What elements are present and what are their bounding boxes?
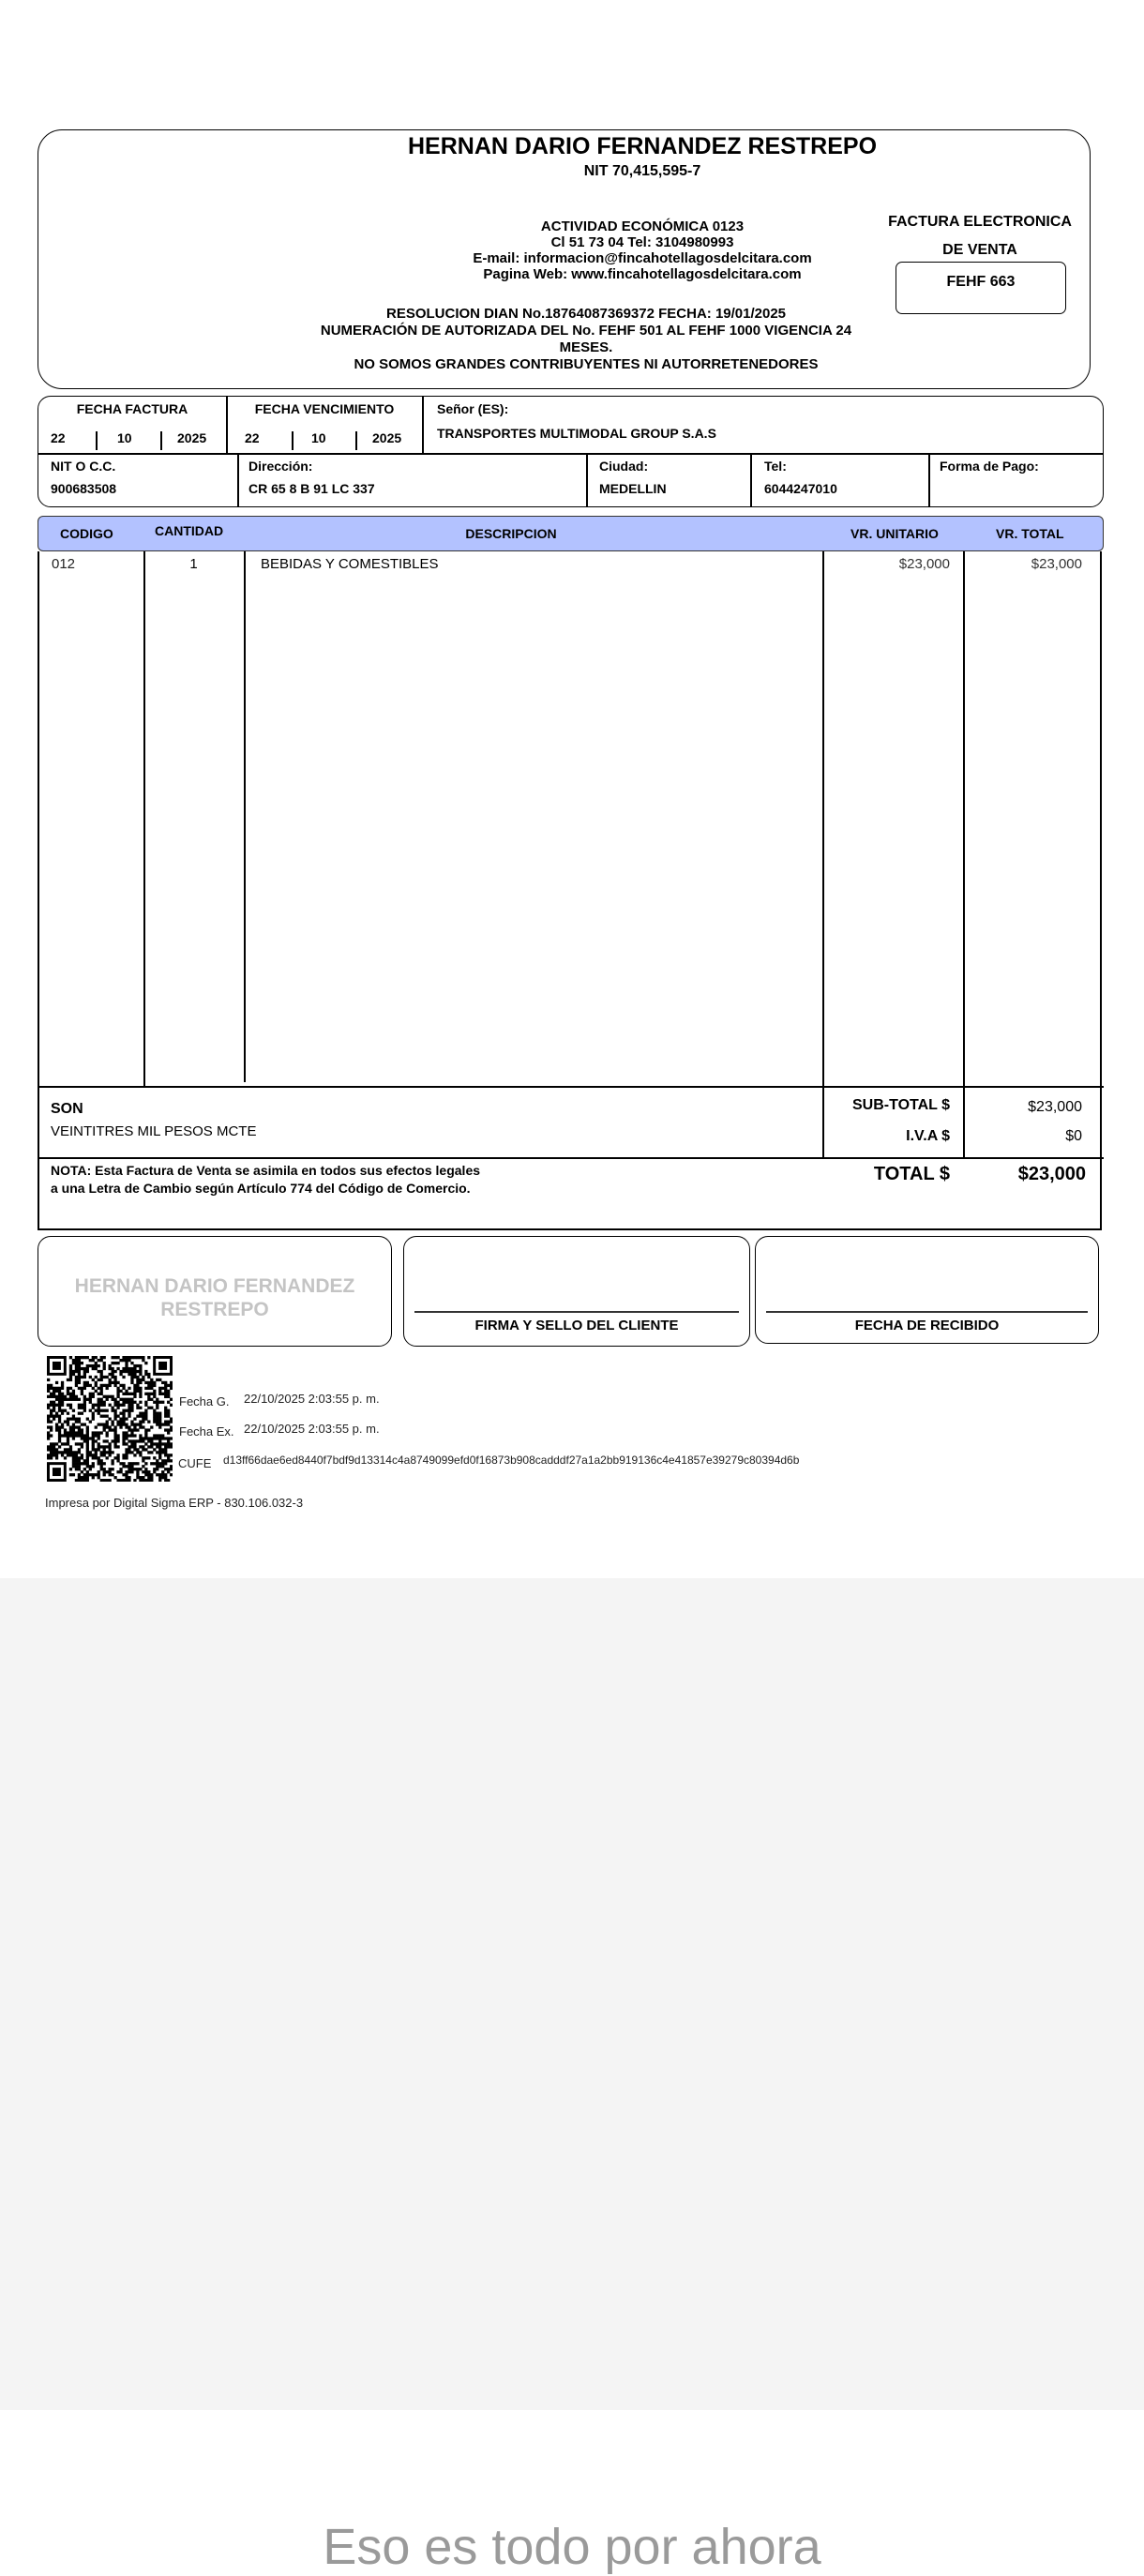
- customer-address: CR 65 8 B 91 LC 337: [248, 481, 375, 496]
- resolution-line: MESES.: [559, 339, 613, 355]
- fecha-venc-year: 2025: [372, 430, 402, 445]
- amount-in-words: VEINTITRES MIL PESOS MCTE: [51, 1123, 257, 1139]
- fecha-g-value: 22/10/2025 2:03:55 p. m.: [244, 1392, 380, 1406]
- col-codigo: CODIGO: [60, 526, 113, 541]
- page-separator: [0, 1578, 1144, 2410]
- printed-by: Impresa por Digital Sigma ERP - 830.106.032-3: [45, 1496, 304, 1510]
- col-descripcion: DESCRIPCION: [465, 526, 557, 541]
- doc-type-line: FACTURA ELECTRONICA: [888, 214, 1072, 230]
- item-total: $23,000: [1031, 556, 1082, 572]
- email: E-mail: informacion@fincahotellagosdelcitara.com: [473, 250, 812, 266]
- issuer-name-watermark: HERNAN DARIO FERNANDEZ RESTREPO: [74, 1275, 355, 1320]
- note-line: NOTA: Esta Factura de Venta se asimila en todos sus efectos legales: [51, 1163, 481, 1178]
- item-codigo: 012: [52, 556, 76, 572]
- total-label: TOTAL $: [873, 1164, 950, 1184]
- fecha-vencimiento-label: FECHA VENCIMIENTO: [254, 401, 395, 416]
- resolution-line: NO SOMOS GRANDES CONTRIBUYENTES NI AUTORRETENEDORES: [354, 356, 819, 372]
- activity: ACTIVIDAD ECONÓMICA 0123: [540, 218, 745, 234]
- customer-city: MEDELLIN: [599, 481, 667, 496]
- subtotal-label: SUB-TOTAL $: [851, 1097, 950, 1113]
- direccion-label: Dirección:: [248, 459, 313, 474]
- legal-note: [51, 1162, 480, 1198]
- resolution-line: RESOLUCION DIAN No.18764087369372 FECHA: 19/01/2025: [385, 306, 787, 322]
- ciudad-label: Ciudad:: [599, 459, 649, 474]
- customer-name: TRANSPORTES MULTIMODAL GROUP S.A.S: [437, 426, 716, 441]
- note-line: a una Letra de Cambio según Artículo 774 del Código de Comercio.: [51, 1181, 471, 1196]
- col-cantidad: CANTIDAD: [155, 523, 224, 538]
- client-signature-label: FIRMA Y SELLO DEL CLIENTE: [474, 1318, 679, 1333]
- son-label: SON: [51, 1101, 83, 1117]
- customer-tel: 6044247010: [764, 481, 837, 496]
- address: Cl 51 73 04 Tel: 3104980993: [550, 234, 734, 250]
- invoice-number: FEHF 663: [896, 262, 1066, 314]
- fecha-factura-year: 2025: [177, 430, 207, 445]
- cufe-label: CUFE: [178, 1456, 212, 1470]
- company-nit: NIT 70,415,595-7: [583, 163, 701, 179]
- fecha-factura-day: 22: [51, 430, 66, 445]
- fecha-g-label: Fecha G.: [179, 1394, 230, 1409]
- received-date-label: FECHA DE RECIBIDO: [854, 1318, 1000, 1333]
- received-date-box: [755, 1236, 1099, 1344]
- doc-type-line: DE VENTA: [942, 242, 1017, 258]
- qr-code-icon: [47, 1356, 173, 1482]
- fecha-venc-month: 10: [311, 430, 326, 445]
- fecha-factura-month: 10: [117, 430, 132, 445]
- resolution-line: NUMERACIÓN DE AUTORIZADA DEL No. FEHF 501 AL FEHF 1000 VIGENCIA 24: [320, 323, 852, 339]
- nit-label: NIT O C.C.: [51, 459, 116, 474]
- fecha-factura-label: FECHA FACTURA: [76, 401, 188, 416]
- item-cantidad: 1: [189, 556, 198, 572]
- end-message: Eso es todo por ahora: [323, 2519, 821, 2575]
- document-type: [872, 208, 1088, 264]
- fecha-venc-day: 22: [245, 430, 260, 445]
- senor-label: Señor (ES):: [437, 401, 509, 416]
- iva-value: $0: [1065, 1128, 1082, 1144]
- subtotal-value: $23,000: [1028, 1099, 1082, 1115]
- item-unitario: $23,000: [898, 556, 950, 572]
- col-vr-unitario: VR. UNITARIO: [850, 526, 939, 541]
- iva-label: I.V.A $: [906, 1128, 950, 1144]
- col-vr-total: VR. TOTAL: [996, 526, 1064, 541]
- total-value: $23,000: [1017, 1164, 1086, 1184]
- fecha-ex-value: 22/10/2025 2:03:55 p. m.: [244, 1422, 380, 1436]
- client-signature-box: [403, 1236, 750, 1347]
- resolution: [281, 306, 891, 373]
- issuer-signature-box: [38, 1236, 392, 1347]
- company-name: HERNAN DARIO FERNANDEZ RESTREPO: [407, 133, 878, 159]
- item-descripcion: BEBIDAS Y COMESTIBLES: [261, 556, 439, 572]
- fecha-ex-label: Fecha Ex.: [179, 1424, 234, 1439]
- cufe-value: d13ff66dae6ed8440f7bdf9d13314c4a8749099efd0f16873b908cadddf27a1a2bb919136c4e41857e39279c80394d6b: [223, 1454, 800, 1467]
- website: Pagina Web: www.fincahotellagosdelcitara.com: [483, 266, 802, 282]
- tel-label: Tel:: [764, 459, 787, 474]
- forma-pago-label: Forma de Pago:: [940, 459, 1039, 474]
- customer-nit: 900683508: [51, 481, 117, 496]
